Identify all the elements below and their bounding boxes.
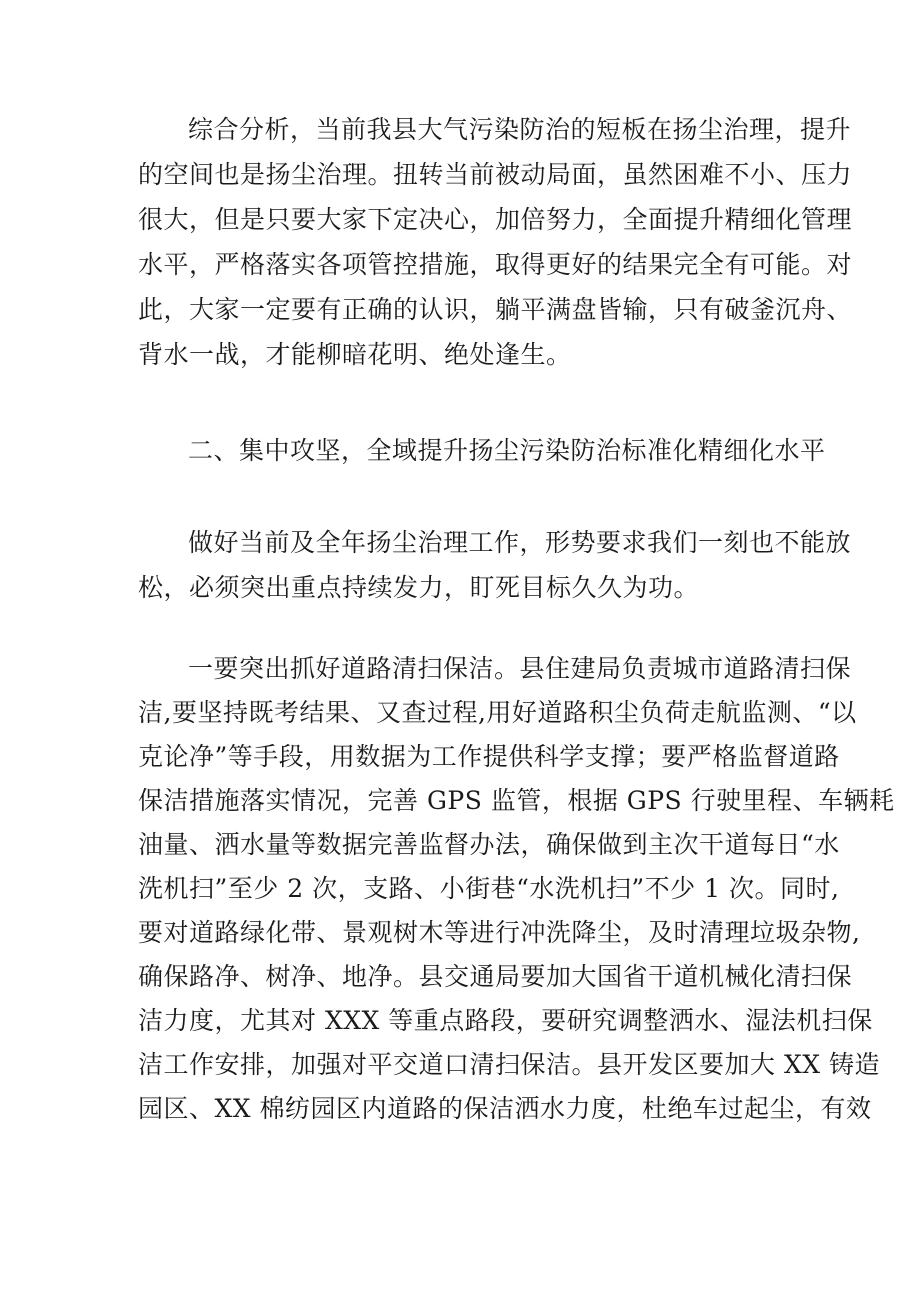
paragraph-3-line-1: 一要突出抓好道路清扫保洁。县住建局负责城市道路清扫保 (188, 654, 852, 683)
paragraph-3-line-6: 洗机扫”至少 2 次，支路、小街巷“水洗机扫”不少 1 次。同时, (138, 874, 840, 903)
paragraph-3-line-9: 洁力度，尤其对 XXX 等重点路段，要研究调整洒水、湿法机扫保 (138, 1006, 873, 1035)
paragraph-3-line-2: 洁,要坚持既考结果、又查过程,用好道路积尘负荷走航监测、“以 (138, 698, 857, 727)
paragraph-3-line-4: 保洁措施落实情况，完善 GPS 监管，根据 GPS 行驶里程、车辆耗 (138, 786, 895, 815)
paragraph-3-line-7: 要对道路绿化带、景观树木等进行冲洗降尘，及时清理垃圾杂物, (138, 918, 861, 947)
paragraph-1-line-6: 背水一战，才能柳暗花明、绝处逢生。 (138, 340, 572, 369)
paragraph-1-line-3: 很大，但是只要大家下定决心，加倍努力，全面提升精细化管理 (138, 205, 853, 234)
paragraph-2-line-1: 做好当前及全年扬尘治理工作，形势要求我们一刻也不能放 (188, 528, 852, 557)
paragraph-1-line-2: 的空间也是扬尘治理。扭转当前被动局面，虽然困难不小、压力 (138, 160, 853, 189)
section-heading: 二、集中攻坚，全域提升扬尘污染防治标准化精细化水平 (188, 436, 826, 465)
paragraph-3-line-5: 油量、洒水量等数据完善监督办法，确保做到主次干道每日“水 (138, 830, 840, 859)
paragraph-3-line-3: 克论净”等手段，用数据为工作提供科学支撑；要严格监督道路 (138, 742, 840, 771)
paragraph-3-line-10: 洁工作安排，加强对平交道口清扫保洁。县开发区要加大 XX 铸造 (138, 1050, 880, 1079)
paragraph-3-line-8: 确保路净、树净、地净。县交通局要加大国省干道机械化清扫保 (138, 962, 853, 991)
paragraph-1-line-5: 此，大家一定要有正确的认识，躺平满盘皆输，只有破釜沉舟、 (138, 295, 853, 324)
paragraph-1-line-4: 水平，严格落实各项管控措施，取得更好的结果完全有可能。对 (138, 250, 853, 279)
paragraph-2-line-2: 松，必须突出重点持续发力，盯死目标久久为功。 (138, 573, 700, 602)
paragraph-3-line-11: 园区、XX 棉纺园区内道路的保洁洒水力度，杜绝车过起尘，有效 (138, 1094, 872, 1123)
paragraph-1-line-1: 综合分析，当前我县大气污染防治的短板在扬尘治理，提升 (188, 115, 852, 144)
